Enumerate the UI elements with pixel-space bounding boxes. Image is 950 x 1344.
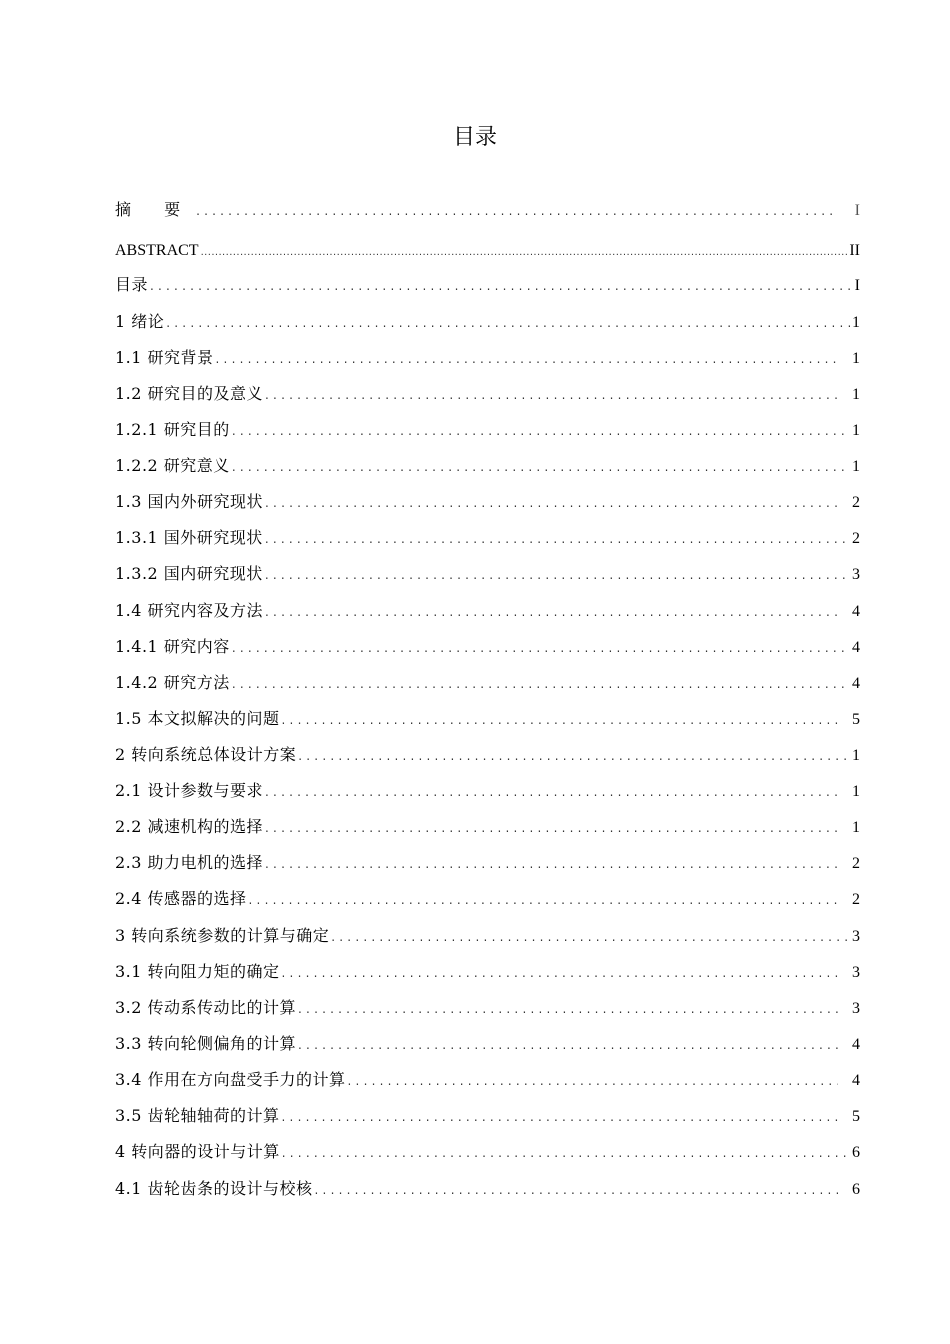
toc-entry-page-number: 3	[852, 566, 860, 583]
toc-entry-label: 3.2 传动系传动比的计算	[115, 998, 297, 1017]
toc-dot-leader	[247, 886, 838, 914]
toc-entry-label: 4.1 齿轮齿条的设计与校核	[115, 1179, 313, 1198]
toc-entry-label: 3.1 转向阻力矩的确定	[115, 962, 280, 981]
toc-entry-page-number: 1	[852, 458, 860, 475]
toc-dot-leader	[263, 489, 838, 517]
toc-entry-label: 1.5 本文拟解决的问题	[115, 709, 280, 728]
toc-entry[interactable]	[115, 705, 860, 733]
toc-entry-label: 1.2.1 研究目的	[115, 420, 230, 439]
toc-entry-label: 3.5 齿轮轴轴荷的计算	[115, 1106, 280, 1125]
page-title: 目录	[452, 125, 497, 150]
toc-entry-page-number: 3	[852, 964, 860, 981]
toc-entry-page-number: 4	[852, 1036, 860, 1053]
toc-entry-page-number: I	[854, 277, 860, 294]
toc-entry-page-number: 5	[852, 711, 860, 728]
toc-entry-page-number: 2	[852, 891, 860, 908]
toc-entry-label: 2.2 减速机构的选择	[115, 817, 264, 836]
toc-entry-label: 摘 要	[115, 200, 195, 219]
toc-entry[interactable]	[115, 994, 860, 1022]
toc-entry[interactable]	[115, 1175, 860, 1203]
toc-entry[interactable]	[115, 922, 860, 950]
toc-entry-label: 1.2 研究目的及意义	[115, 384, 264, 403]
toc-entry-page-number: 4	[852, 639, 860, 656]
toc-dot-leader	[230, 634, 850, 662]
toc-entry[interactable]	[115, 597, 860, 625]
toc-entry[interactable]	[115, 452, 860, 480]
toc-dot-leader	[263, 814, 838, 842]
toc-entry[interactable]	[115, 1102, 860, 1130]
toc-dot-leader	[164, 309, 850, 337]
toc-entry[interactable]	[115, 813, 860, 841]
toc-entry-label: 1.4.1 研究内容	[115, 637, 230, 656]
toc-entry[interactable]	[115, 885, 860, 913]
toc-entry[interactable]	[115, 488, 860, 516]
toc-dot-leader	[280, 1139, 850, 1167]
toc-dot-leader	[263, 850, 838, 878]
toc-entry-label: 2.3 助力电机的选择	[115, 853, 264, 872]
toc-entry-label: 1.1 研究背景	[115, 348, 214, 367]
toc-dot-leader	[296, 742, 850, 770]
toc-entry-label: 3.4 作用在方向盘受手力的计算	[115, 1070, 346, 1089]
toc-entry-page-number: 6	[852, 1144, 860, 1161]
toc-entry-label: 1 绪论	[115, 312, 165, 331]
toc-entry-page-number: 1	[852, 350, 860, 367]
toc-entry-page-number: 2	[852, 494, 860, 511]
toc-entry-label: 1.3 国内外研究现状	[115, 492, 264, 511]
toc-entry-label: 1.3.2 国内研究现状	[115, 564, 263, 583]
toc-entry[interactable]	[115, 1066, 860, 1094]
toc-dot-leader	[263, 525, 850, 553]
toc-entry-page-number: 5	[852, 1108, 860, 1125]
toc-entry-label: 2.4 传感器的选择	[115, 889, 247, 908]
toc-dot-leader	[214, 345, 838, 373]
toc-entry-label: 2.1 设计参数与要求	[115, 781, 264, 800]
toc-dot-leader	[230, 417, 850, 445]
toc-entry-page-number: 3	[852, 928, 860, 945]
toc-entry-label: 1.4 研究内容及方法	[115, 601, 264, 620]
toc-entry[interactable]	[115, 777, 860, 805]
toc-entry-label: 目录	[115, 275, 149, 294]
toc-entry-page-number: 1	[852, 422, 860, 439]
toc-dot-leader	[263, 381, 838, 409]
toc-entry-page-number: 1	[852, 783, 860, 800]
toc-dot-leader	[263, 598, 838, 626]
toc-dot-leader	[346, 1067, 838, 1095]
toc-dot-leader	[230, 670, 850, 698]
toc-entry-page-number: II	[849, 242, 860, 259]
toc-dot-leader	[296, 1031, 838, 1059]
toc-entry[interactable]	[115, 633, 860, 661]
toc-entry[interactable]	[115, 380, 860, 408]
toc-dot-leader	[280, 1103, 838, 1131]
toc-dot-leader	[280, 706, 838, 734]
toc-entry[interactable]	[115, 271, 860, 299]
toc-entry-label: 4 转向器的设计与计算	[115, 1142, 280, 1161]
toc-entry[interactable]	[115, 1030, 860, 1058]
toc-dot-leader	[148, 272, 850, 300]
toc-entry[interactable]	[115, 560, 860, 588]
toc-entry[interactable]	[115, 196, 860, 224]
toc-entry-label: 1.2.2 研究意义	[115, 456, 230, 475]
toc-entry-page-number: I	[854, 202, 860, 219]
toc-entry-page-number: 3	[852, 1000, 860, 1017]
toc-dot-leader	[329, 923, 850, 951]
toc-entry-page-number: 6	[852, 1181, 860, 1198]
toc-entry[interactable]	[115, 416, 860, 444]
toc-dot-leader	[263, 778, 838, 806]
toc-entry[interactable]	[115, 669, 860, 697]
toc-entry-page-number: 1	[852, 819, 860, 836]
toc-entry[interactable]	[115, 849, 860, 877]
toc-entry-label: 3.3 转向轮侧偏角的计算	[115, 1034, 297, 1053]
toc-entry[interactable]	[115, 237, 860, 265]
toc-entry-page-number: 2	[852, 855, 860, 872]
toc-entry[interactable]	[115, 741, 860, 769]
toc-entry-page-number: 4	[852, 675, 860, 692]
toc-entry-page-number: 2	[852, 530, 860, 547]
toc-entry-page-number: 1	[852, 747, 860, 764]
toc-entry[interactable]	[115, 524, 860, 552]
toc-entry-page-number: 4	[852, 603, 860, 620]
toc-entry-page-number: 1	[852, 386, 860, 403]
toc-entry[interactable]	[115, 1138, 860, 1166]
toc-entry-page-number: 1	[852, 314, 860, 331]
toc-entry[interactable]	[115, 308, 860, 336]
toc-entry-page-number: 4	[852, 1072, 860, 1089]
toc-dot-leader	[296, 995, 838, 1023]
toc-entry-label: 1.3.1 国外研究现状	[115, 528, 263, 547]
toc-dot-leader	[194, 197, 838, 225]
toc-dot-leader	[263, 561, 850, 589]
toc-entry[interactable]	[115, 958, 860, 986]
toc-entry-label: 1.4.2 研究方法	[115, 673, 230, 692]
toc-entry[interactable]	[115, 344, 860, 372]
toc-dot-leader	[313, 1176, 838, 1204]
toc-dot-leader	[199, 239, 850, 267]
toc-dot-leader	[280, 959, 838, 987]
toc-entry-label: 3 转向系统参数的计算与确定	[115, 926, 330, 945]
toc-dot-leader	[230, 453, 850, 481]
toc-entry-label: ABSTRACT	[115, 242, 199, 259]
toc-entry-label: 2 转向系统总体设计方案	[115, 745, 297, 764]
